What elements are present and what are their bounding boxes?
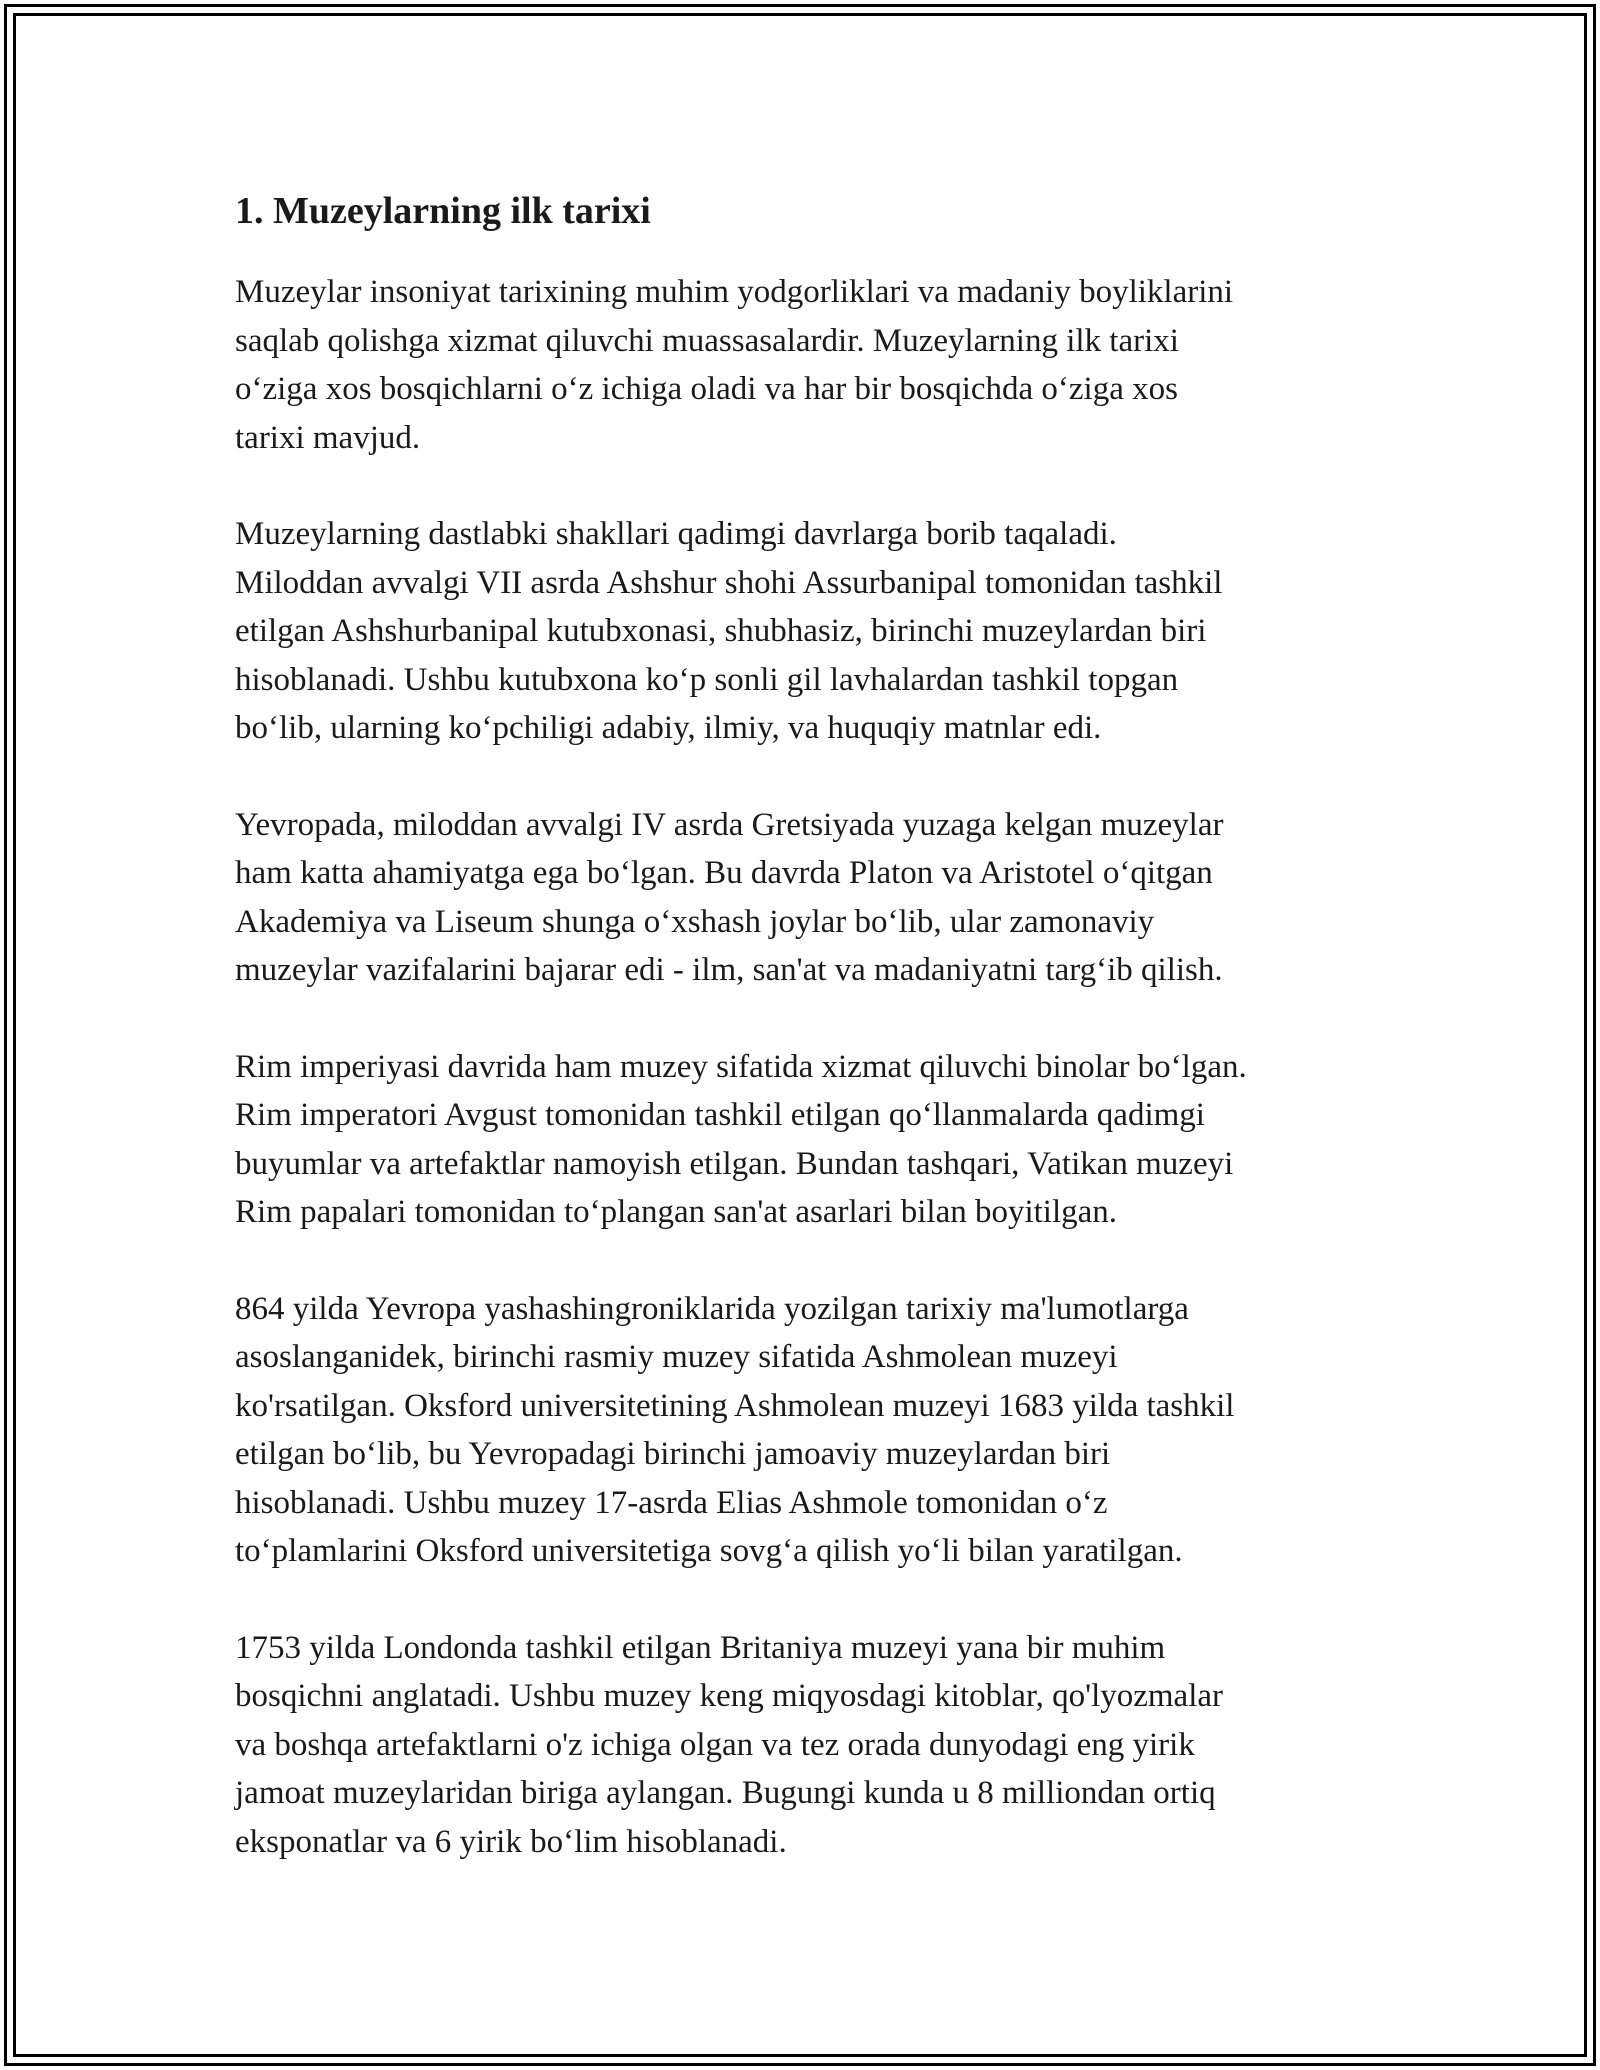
paragraph-line: 864 yilda Yevropa yashashingroniklarida yozilgan tarixiy ma'lumotlarga <box>235 1290 1189 1327</box>
paragraph-line: bosqichni anglatadi. Ushbu muzey keng miqyosdagi kitoblar, qo'lyozmalar <box>235 1678 1224 1714</box>
paragraph <box>235 510 1365 753</box>
paragraph-line: Rim imperiyasi davrida ham muzey sifatida xizmat qiluvchi binolar bo‘lgan. <box>235 1048 1247 1085</box>
paragraph-list <box>235 268 1365 1866</box>
paragraph <box>235 268 1365 462</box>
paragraph-line: asoslanganidek, birinchi rasmiy muzey sifatida Ashmolean muzeyi <box>235 1339 1118 1375</box>
paragraph-line: Muzeylarning dastlabki shakllari qadimgi davrlarga borib taqaladi. <box>235 516 1117 552</box>
document-body <box>235 186 1365 1914</box>
paragraph-line: muzeylar vazifalarini bajarar edi - ilm, san'at va madaniyatni targ‘ib qilish. <box>235 952 1223 988</box>
paragraph-line: ko'rsatilgan. Oksford universitetining Ashmolean muzeyi 1683 yilda tashkil <box>235 1387 1235 1424</box>
paragraph-line: Rim papalari tomonidan to‘plangan san'at asarlari bilan boyitilgan. <box>235 1194 1118 1230</box>
paragraph <box>235 1624 1365 1867</box>
paragraph <box>235 1043 1365 1237</box>
paragraph-line: etilgan bo‘lib, bu Yevropadagi birinchi jamoaviy muzeylardan biri <box>235 1436 1111 1472</box>
paragraph-line: hisoblanadi. Ushbu muzey 17-asrda Elias Ashmole tomonidan o‘z <box>235 1484 1108 1521</box>
paragraph-line: saqlab qolishga xizmat qiluvchi muassasalardir. Muzeylarning ilk tarixi <box>235 322 1179 359</box>
paragraph-line: tarixi mavjud. <box>235 419 421 456</box>
paragraph <box>235 1285 1365 1576</box>
paragraph-line: ham katta ahamiyatga ega bo‘lgan. Bu davrda Platon va Aristotel o‘qitgan <box>235 855 1213 891</box>
paragraph-line: hisoblanadi. Ushbu kutubxona ko‘p sonli gil lavhalardan tashkil topgan <box>235 661 1179 698</box>
paragraph-line: o‘ziga xos bosqichlarni o‘z ichiga oladi va har bir bosqichda o‘ziga xos <box>235 371 1178 407</box>
section-heading: 1. Muzeylarning ilk tarixi <box>235 190 651 232</box>
paragraph-line: Yevropada, miloddan avvalgi IV asrda Gretsiyada yuzaga kelgan muzeylar <box>235 806 1224 843</box>
paragraph-line: va boshqa artefaktlarni o'z ichiga olgan va tez orada dunyodagi eng yirik <box>235 1726 1195 1763</box>
paragraph <box>235 801 1365 995</box>
paragraph-line: Rim imperatori Avgust tomonidan tashkil etilgan qo‘llanmalarda qadimgi <box>235 1097 1205 1133</box>
paragraph-line: eksponatlar va 6 yirik bo‘lim hisoblanadi. <box>235 1823 787 1860</box>
paragraph-line: to‘plamlarini Oksford universitetiga sovg‘a qilish yo‘li bilan yaratilgan. <box>235 1533 1183 1569</box>
paragraph-line: 1753 yilda Londonda tashkil etilgan Britaniya muzeyi yana bir muhim <box>235 1629 1166 1666</box>
paragraph-line: etilgan Ashshurbanipal kutubxonasi, shubhasiz, birinchi muzeylardan biri <box>235 613 1207 649</box>
paragraph-line: bo‘lib, ularning ko‘pchiligi adabiy, ilmiy, va huquqiy matnlar edi. <box>235 710 1102 746</box>
paragraph-line: Akademiya va Liseum shunga o‘xshash joylar bo‘lib, ular zamonaviy <box>235 903 1155 940</box>
paragraph-line: Muzeylar insoniyat tarixining muhim yodgorliklari va madaniy boyliklarini <box>235 274 1234 310</box>
paragraph-line: Miloddan avvalgi VII asrda Ashshur shohi Assurbanipal tomonidan tashkil <box>235 564 1223 601</box>
paragraph-line: jamoat muzeylaridan biriga aylangan. Bugungi kunda u 8 milliondan ortiq <box>235 1775 1216 1811</box>
paragraph-line: buyumlar va artefaktlar namoyish etilgan. Bundan tashqari, Vatikan muzeyi <box>235 1145 1234 1182</box>
